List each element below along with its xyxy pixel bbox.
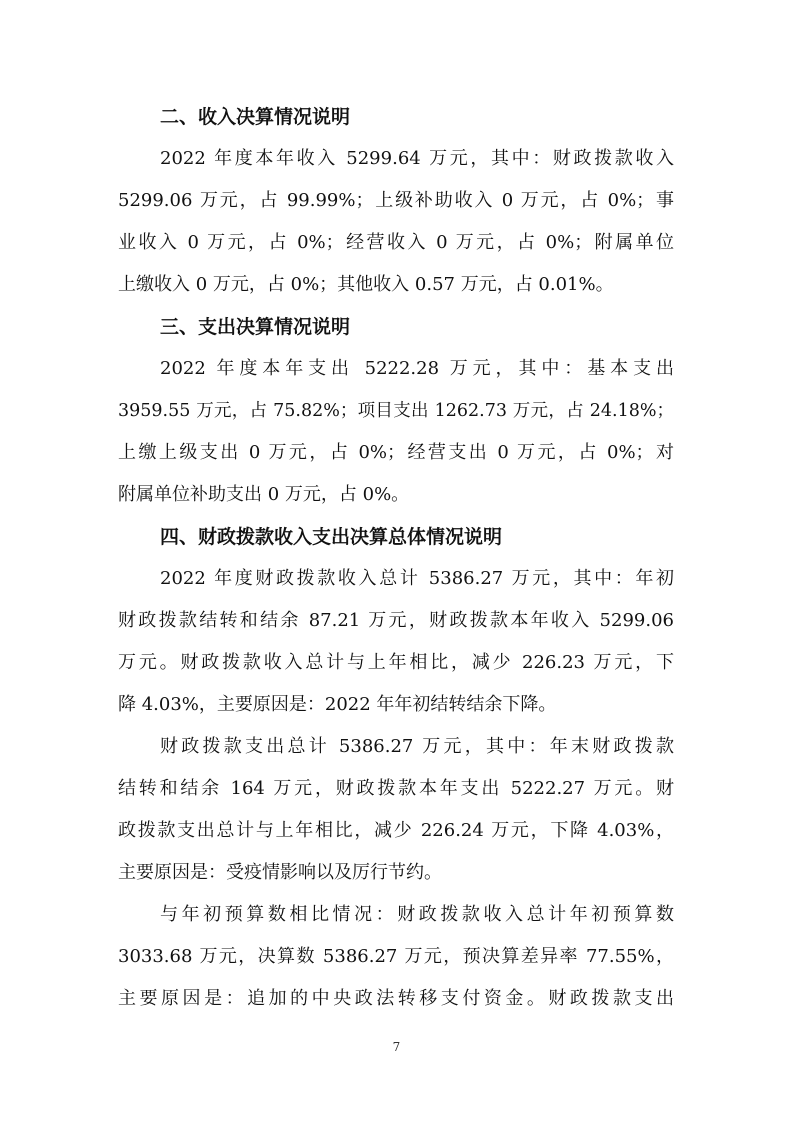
document-body bbox=[118, 96, 674, 1020]
text-line: 主要原因是：受疫情影响以及厉行节约。 bbox=[118, 862, 442, 883]
expenditure-paragraph bbox=[118, 348, 674, 516]
text-line: 2022 年度本年收入 5299.64 万元，其中：财政拨款收入 bbox=[160, 148, 674, 169]
text-line: 政拨款支出总计与上年相比，减少 226.24 万元，下降 4.03%， bbox=[118, 820, 674, 841]
income-paragraph bbox=[118, 138, 674, 306]
text-line: 与年初预算数相比情况：财政拨款收入总计年初预算数 bbox=[160, 904, 674, 925]
text-line: 2022 年度财政拨款收入总计 5386.27 万元，其中：年初 bbox=[160, 568, 674, 589]
fiscal-expenditure-paragraph bbox=[118, 726, 674, 894]
text-line: 3959.55 万元，占 75.82%；项目支出 1262.73 万元，占 24.18%； bbox=[118, 401, 674, 421]
text-line: 万元。财政拨款收入总计与上年相比，减少 226.23 万元，下 bbox=[118, 652, 674, 673]
text-line: 附属单位补助支出 0 万元，占 0%。 bbox=[118, 484, 410, 505]
text-line: 降 4.03%，主要原因是：2022 年年初结转结余下降。 bbox=[118, 694, 557, 715]
text-line: 5299.06 万元，占 99.99%；上级补助收入 0 万元，占 0%；事 bbox=[118, 190, 674, 211]
budget-comparison-paragraph bbox=[118, 894, 674, 1020]
section-heading-fiscal-overview: 四、财政拨款收入支出决算总体情况说明 bbox=[160, 526, 503, 548]
fiscal-income-paragraph bbox=[118, 558, 674, 726]
text-line: 财政拨款支出总计 5386.27 万元，其中：年末财政拨款 bbox=[160, 736, 674, 757]
text-line: 2022 年度本年支出 5222.28 万元，其中：基本支出 bbox=[160, 358, 674, 379]
section-heading-expenditure: 三、支出决算情况说明 bbox=[160, 316, 351, 338]
text-line: 3033.68 万元，决算数 5386.27 万元，预决算差异率 77.55%， bbox=[118, 946, 674, 967]
text-line: 财政拨款结转和结余 87.21 万元，财政拨款本年收入 5299.06 bbox=[118, 610, 674, 631]
text-line: 上缴上级支出 0 万元，占 0%；经营支出 0 万元，占 0%；对 bbox=[118, 442, 674, 463]
text-line: 结转和结余 164 万元，财政拨款本年支出 5222.27 万元。财 bbox=[118, 778, 674, 799]
text-line: 主要原因是：追加的中央政法转移支付资金。财政拨款支出 bbox=[118, 988, 674, 1009]
section-heading-income: 二、收入决算情况说明 bbox=[160, 106, 351, 128]
text-line: 上缴收入 0 万元，占 0%；其他收入 0.57 万元，占 0.01%。 bbox=[118, 274, 614, 295]
page-number: 7 bbox=[392, 1040, 401, 1054]
text-line: 业收入 0 万元，占 0%；经营收入 0 万元，占 0%；附属单位 bbox=[118, 232, 674, 253]
